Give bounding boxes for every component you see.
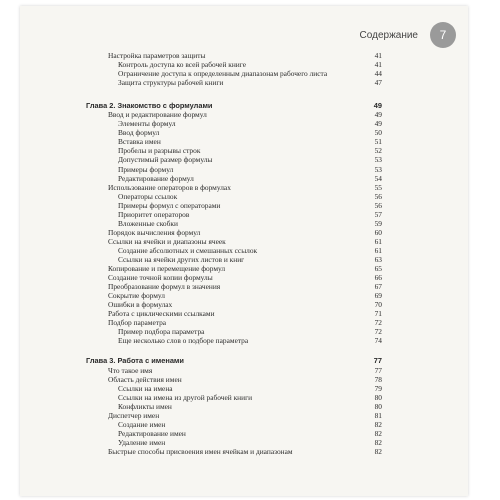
toc-entry-page: 82	[374, 419, 382, 429]
toc-entry	[20, 447, 468, 456]
toc-entry	[20, 375, 468, 384]
toc-entry-page: 49	[373, 101, 382, 111]
toc-entry-title: Диспетчер имен	[108, 410, 160, 420]
toc-entry-page: 52	[374, 146, 382, 156]
toc-entry-title: Примеры формул	[118, 164, 174, 174]
toc-entry-page: 80	[374, 392, 382, 402]
toc-entry-page: 74	[374, 336, 382, 346]
running-header	[20, 22, 468, 48]
toc-entry-page: 69	[374, 291, 382, 301]
toc-chapter-heading	[20, 356, 468, 365]
table-of-contents	[20, 51, 468, 456]
toc-entry	[20, 429, 468, 438]
toc-entry-title: Операторы ссылок	[118, 191, 178, 201]
toc-entry-page: 55	[374, 182, 382, 192]
toc-entry-title: Глава 2. Знакомство с формулами	[86, 101, 213, 111]
toc-entry	[20, 273, 468, 282]
toc-entry-title: Ссылки на имена из другой рабочей книги	[118, 392, 253, 402]
toc-entry-page: 56	[374, 191, 382, 201]
toc-entry-title: Копирование и перемещение формул	[108, 264, 226, 274]
toc-entry-title: Приоритет операторов	[118, 209, 190, 219]
toc-entry-page: 72	[374, 318, 382, 328]
toc-entry-title: Удаление имен	[118, 437, 166, 447]
toc-entry	[20, 246, 468, 255]
toc-entry-title: Создание имен	[118, 419, 166, 429]
toc-entry	[20, 174, 468, 183]
toc-chapter-heading	[20, 101, 468, 110]
toc-entry	[20, 309, 468, 318]
toc-entry	[20, 183, 468, 192]
toc-entry	[20, 69, 468, 78]
toc-entry-page: 63	[374, 254, 382, 264]
toc-entry-page: 57	[374, 209, 382, 219]
toc-entry-page: 50	[374, 128, 382, 138]
toc-entry-title: Что такое имя	[108, 365, 153, 375]
toc-entry-title: Защита структуры рабочей книги	[118, 78, 224, 88]
toc-entry-title: Порядок вычисления формул	[108, 227, 201, 237]
toc-entry	[20, 137, 468, 146]
toc-entry-page: 72	[374, 327, 382, 337]
toc-entry-title: Создание точной копии формулы	[108, 273, 213, 283]
toc-entry-title: Пробелы и разрывы строк	[118, 146, 201, 156]
toc-entry	[20, 128, 468, 137]
toc-entry	[20, 228, 468, 237]
toc-entry-title: Глава 3. Работа с именами	[86, 356, 184, 366]
toc-entry	[20, 78, 468, 87]
toc-entry	[20, 300, 468, 309]
toc-entry	[20, 255, 468, 264]
toc-entry	[20, 393, 468, 402]
toc-entry	[20, 119, 468, 128]
toc-entry-title: Область действия имен	[108, 374, 182, 384]
toc-entry-title: Работа с циклическими ссылками	[108, 309, 215, 319]
toc-entry	[20, 210, 468, 219]
toc-entry-title: Редактирование имен	[118, 428, 186, 438]
toc-entry	[20, 146, 468, 155]
toc-entry-title: Ссылки на ячейки и диапазоны ячеек	[108, 236, 226, 246]
toc-entry	[20, 402, 468, 411]
toc-entry-page: 66	[374, 273, 382, 283]
toc-entry	[20, 264, 468, 273]
toc-entry-title: Конфликты имен	[118, 401, 172, 411]
toc-entry-page: 49	[374, 119, 382, 129]
toc-entry-page: 49	[374, 110, 382, 120]
toc-entry-page: 67	[374, 282, 382, 292]
toc-entry-page: 44	[374, 69, 382, 79]
toc-entry-title: Создание абсолютных и смешанных ссылок	[118, 245, 258, 255]
toc-entry-title: Сокрытие формул	[108, 291, 165, 301]
toc-entry	[20, 155, 468, 164]
toc-entry-page: 53	[374, 155, 382, 165]
toc-entry	[20, 411, 468, 420]
toc-entry-title: Преобразование формул в значения	[108, 282, 221, 292]
toc-entry-page: 82	[374, 437, 382, 447]
toc-entry-title: Быстрые способы присвоения имен ячейкам и диапазонам	[108, 446, 293, 456]
toc-entry-page: 70	[374, 300, 382, 310]
toc-entry-title: Подбор параметра	[108, 318, 167, 328]
toc-entry-page: 78	[374, 374, 382, 384]
toc-entry-page: 71	[374, 309, 382, 319]
toc-entry-title: Еще несколько слов о подборе параметра	[118, 336, 249, 346]
toc-entry	[20, 201, 468, 210]
toc-entry-title: Ввод формул	[118, 128, 160, 138]
toc-entry-title: Вставка имен	[118, 137, 161, 147]
toc-entry-page: 60	[374, 227, 382, 237]
toc-entry-page: 41	[374, 51, 382, 60]
toc-entry-title: Вложенные скобки	[118, 218, 178, 228]
toc-entry-title: Настройка параметров защиты	[108, 51, 206, 60]
toc-entry-page: 61	[374, 236, 382, 246]
toc-entry	[20, 366, 468, 375]
toc-entry-page: 56	[374, 200, 382, 210]
toc-entry-title: Примеры формул с операторами	[118, 200, 221, 210]
toc-entry-page: 47	[374, 78, 382, 88]
toc-entry-title: Ссылки на имена	[118, 383, 173, 393]
toc-entry-page: 59	[374, 218, 382, 228]
toc-entry-page: 77	[374, 365, 382, 375]
toc-entry-page: 41	[374, 60, 382, 70]
toc-entry	[20, 336, 468, 345]
toc-entry-page: 53	[374, 164, 382, 174]
toc-entry-page: 61	[374, 245, 382, 255]
toc-entry-page: 51	[374, 137, 382, 147]
toc-entry	[20, 420, 468, 429]
toc-entry-page: 82	[374, 428, 382, 438]
toc-entry	[20, 384, 468, 393]
toc-entry-page: 82	[374, 446, 382, 456]
toc-entry-title: Редактирование формул	[118, 173, 194, 183]
toc-entry-page: 54	[374, 173, 382, 183]
toc-entry-title: Ограничение доступа к определенным диапазонам рабочего листа	[118, 69, 328, 79]
toc-entry-page: 77	[373, 356, 382, 366]
toc-entry-title: Ошибки в формулах	[108, 300, 173, 310]
toc-entry-title: Контроль доступа ко всей рабочей книге	[118, 60, 246, 70]
page-number-badge: 7	[430, 22, 456, 48]
toc-entry	[20, 60, 468, 69]
toc-entry-page: 79	[374, 383, 382, 393]
toc-entry	[20, 282, 468, 291]
toc-entry-title: Допустимый размер формулы	[118, 155, 213, 165]
toc-entry-title: Ссылки на ячейки других листов и книг	[118, 254, 245, 264]
toc-entry-title: Пример подбора параметра	[118, 327, 205, 337]
book-page	[20, 6, 468, 496]
toc-entry-page: 65	[374, 264, 382, 274]
toc-entry	[20, 110, 468, 119]
toc-entry	[20, 327, 468, 336]
toc-entry	[20, 438, 468, 447]
header-title: Содержание	[359, 30, 418, 41]
toc-entry-title: Элементы формул	[118, 119, 176, 129]
toc-entry	[20, 51, 468, 60]
toc-entry-page: 81	[374, 410, 382, 420]
toc-entry	[20, 291, 468, 300]
toc-entry-title: Использование операторов в формулах	[108, 182, 231, 192]
toc-entry	[20, 165, 468, 174]
toc-entry-title: Ввод и редактирование формул	[108, 110, 207, 120]
toc-entry	[20, 192, 468, 201]
toc-entry	[20, 219, 468, 228]
toc-entry	[20, 237, 468, 246]
toc-entry	[20, 318, 468, 327]
toc-entry-page: 80	[374, 401, 382, 411]
